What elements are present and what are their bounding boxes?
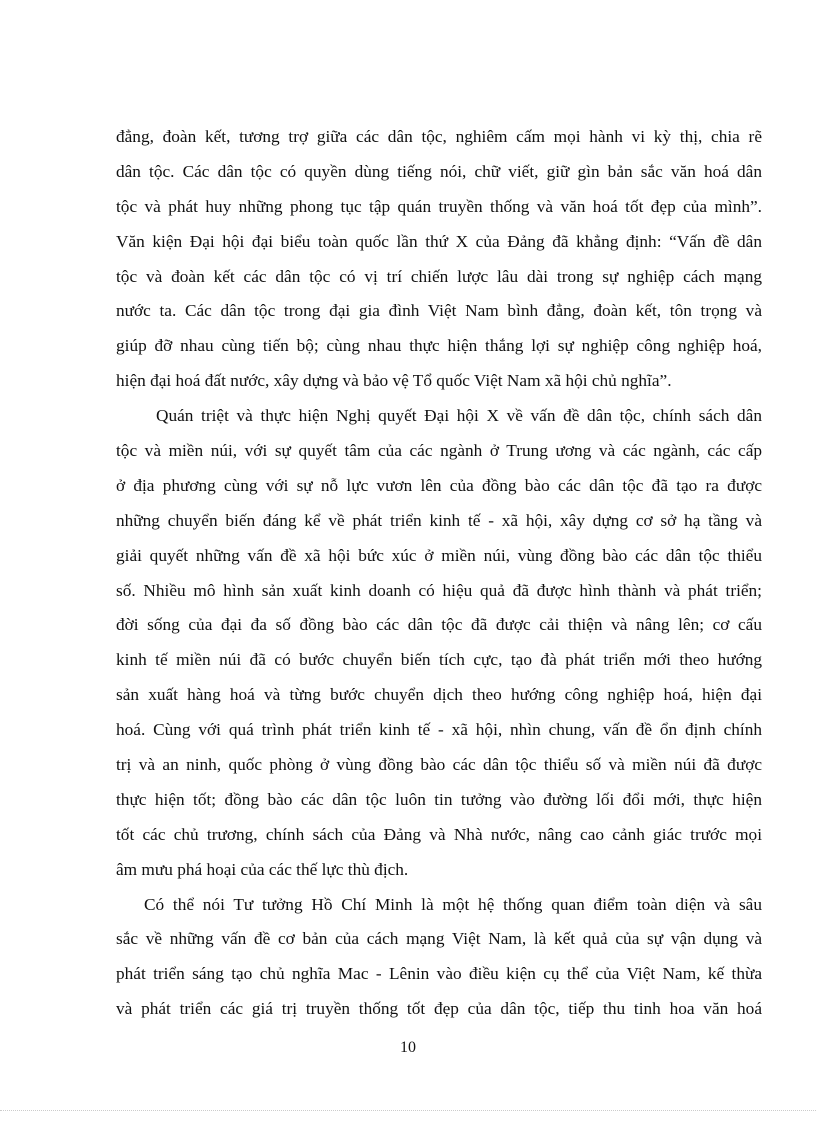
text-line: giúp đỡ nhau cùng tiến bộ; cùng nhau thực hiện thắng lợi sự nghiệp công nghiệp hoá,	[116, 336, 762, 356]
text-line: đời sống của đại đa số đồng bào các dân tộc đã được cải thiện và nâng lên; cơ cấu	[116, 615, 762, 635]
text-line: sản xuất hàng hoá và từng bước chuyển dịch theo hướng công nghiệp hoá, hiện đại	[116, 685, 762, 705]
text-line: những chuyển biến đáng kể về phát triển kinh tế - xã hội, xây dựng cơ sở hạ tầng và	[116, 510, 762, 530]
text-line: hiện đại hoá đất nước, xây dựng và bảo vệ Tổ quốc Việt Nam xã hội chủ nghĩa”.	[116, 371, 672, 391]
text-line: hoá. Cùng với quá trình phát triển kinh tế - xã hội, nhìn chung, vấn đề ổn định chính	[116, 720, 762, 740]
paragraph-first-line: Có thể nói Tư tưởng Hồ Chí Minh là một hệ thống quan điểm toàn diện và sâu	[144, 894, 762, 914]
text-line: Văn kiện Đại hội đại biểu toàn quốc lần thứ X của Đảng đã khẳng định: “Vấn đề dân	[116, 231, 762, 251]
text-line: tộc và đoàn kết các dân tộc có vị trí chiến lược lâu dài trong sự nghiệp cách mạng	[116, 266, 762, 286]
text-line: nước ta. Các dân tộc trong đại gia đình Việt Nam bình đẳng, đoàn kết, tôn trọng và	[116, 301, 762, 321]
page-bottom-border	[0, 1110, 816, 1111]
body-text	[116, 120, 762, 1027]
text-line: thực hiện tốt; đồng bào các dân tộc luôn tin tưởng vào đường lối đổi mới, thực hiện	[116, 789, 762, 809]
text-line: và phát triển các giá trị truyền thống tốt đẹp của dân tộc, tiếp thu tinh hoa văn hoá	[116, 999, 762, 1019]
text-line: tộc và phát huy những phong tục tập quán truyền thống và văn hoá tốt đẹp của mình”.	[116, 196, 762, 216]
text-line: trị và an ninh, quốc phòng ở vùng đồng bào các dân tộc thiểu số và miền núi đã được	[116, 755, 762, 775]
text-line: số. Nhiều mô hình sản xuất kinh doanh có hiệu quả đã được hình thành và phát triển;	[116, 580, 762, 600]
text-line: kinh tế miền núi đã có bước chuyển biến tích cực, tạo đà phát triển mới theo hướng	[116, 650, 762, 670]
paragraph-first-line: Quán triệt và thực hiện Nghị quyết Đại hội X về vấn đề dân tộc, chính sách dân	[156, 406, 762, 426]
text-line: dân tộc. Các dân tộc có quyền dùng tiếng nói, chữ viết, giữ gìn bản sắc văn hoá dân	[116, 161, 762, 181]
text-line: sắc về những vấn đề cơ bản của cách mạng Việt Nam, là kết quả của sự vận dụng và	[116, 929, 762, 949]
text-line: ở địa phương cùng với sự nỗ lực vươn lên của đồng bào các dân tộc đã tạo ra được	[116, 475, 762, 495]
text-line: phát triển sáng tạo chủ nghĩa Mac - Lênin vào điều kiện cụ thể của Việt Nam, kế thừa	[116, 964, 762, 984]
page-number: 10	[400, 1039, 416, 1056]
text-line: giải quyết những vấn đề xã hội bức xúc ở miền núi, vùng đồng bào các dân tộc thiểu	[116, 545, 762, 565]
text-line: tộc và miền núi, với sự quyết tâm của các ngành ở Trung ương và các ngành, các cấp	[116, 441, 762, 461]
text-line: tốt các chủ trương, chính sách của Đảng và Nhà nước, nâng cao cảnh giác trước mọi	[116, 824, 762, 844]
text-line: âm mưu phá hoại của các thế lực thù địch.	[116, 859, 409, 879]
text-line: đẳng, đoàn kết, tương trợ giữa các dân tộc, nghiêm cấm mọi hành vi kỳ thị, chia rẽ	[116, 127, 762, 146]
